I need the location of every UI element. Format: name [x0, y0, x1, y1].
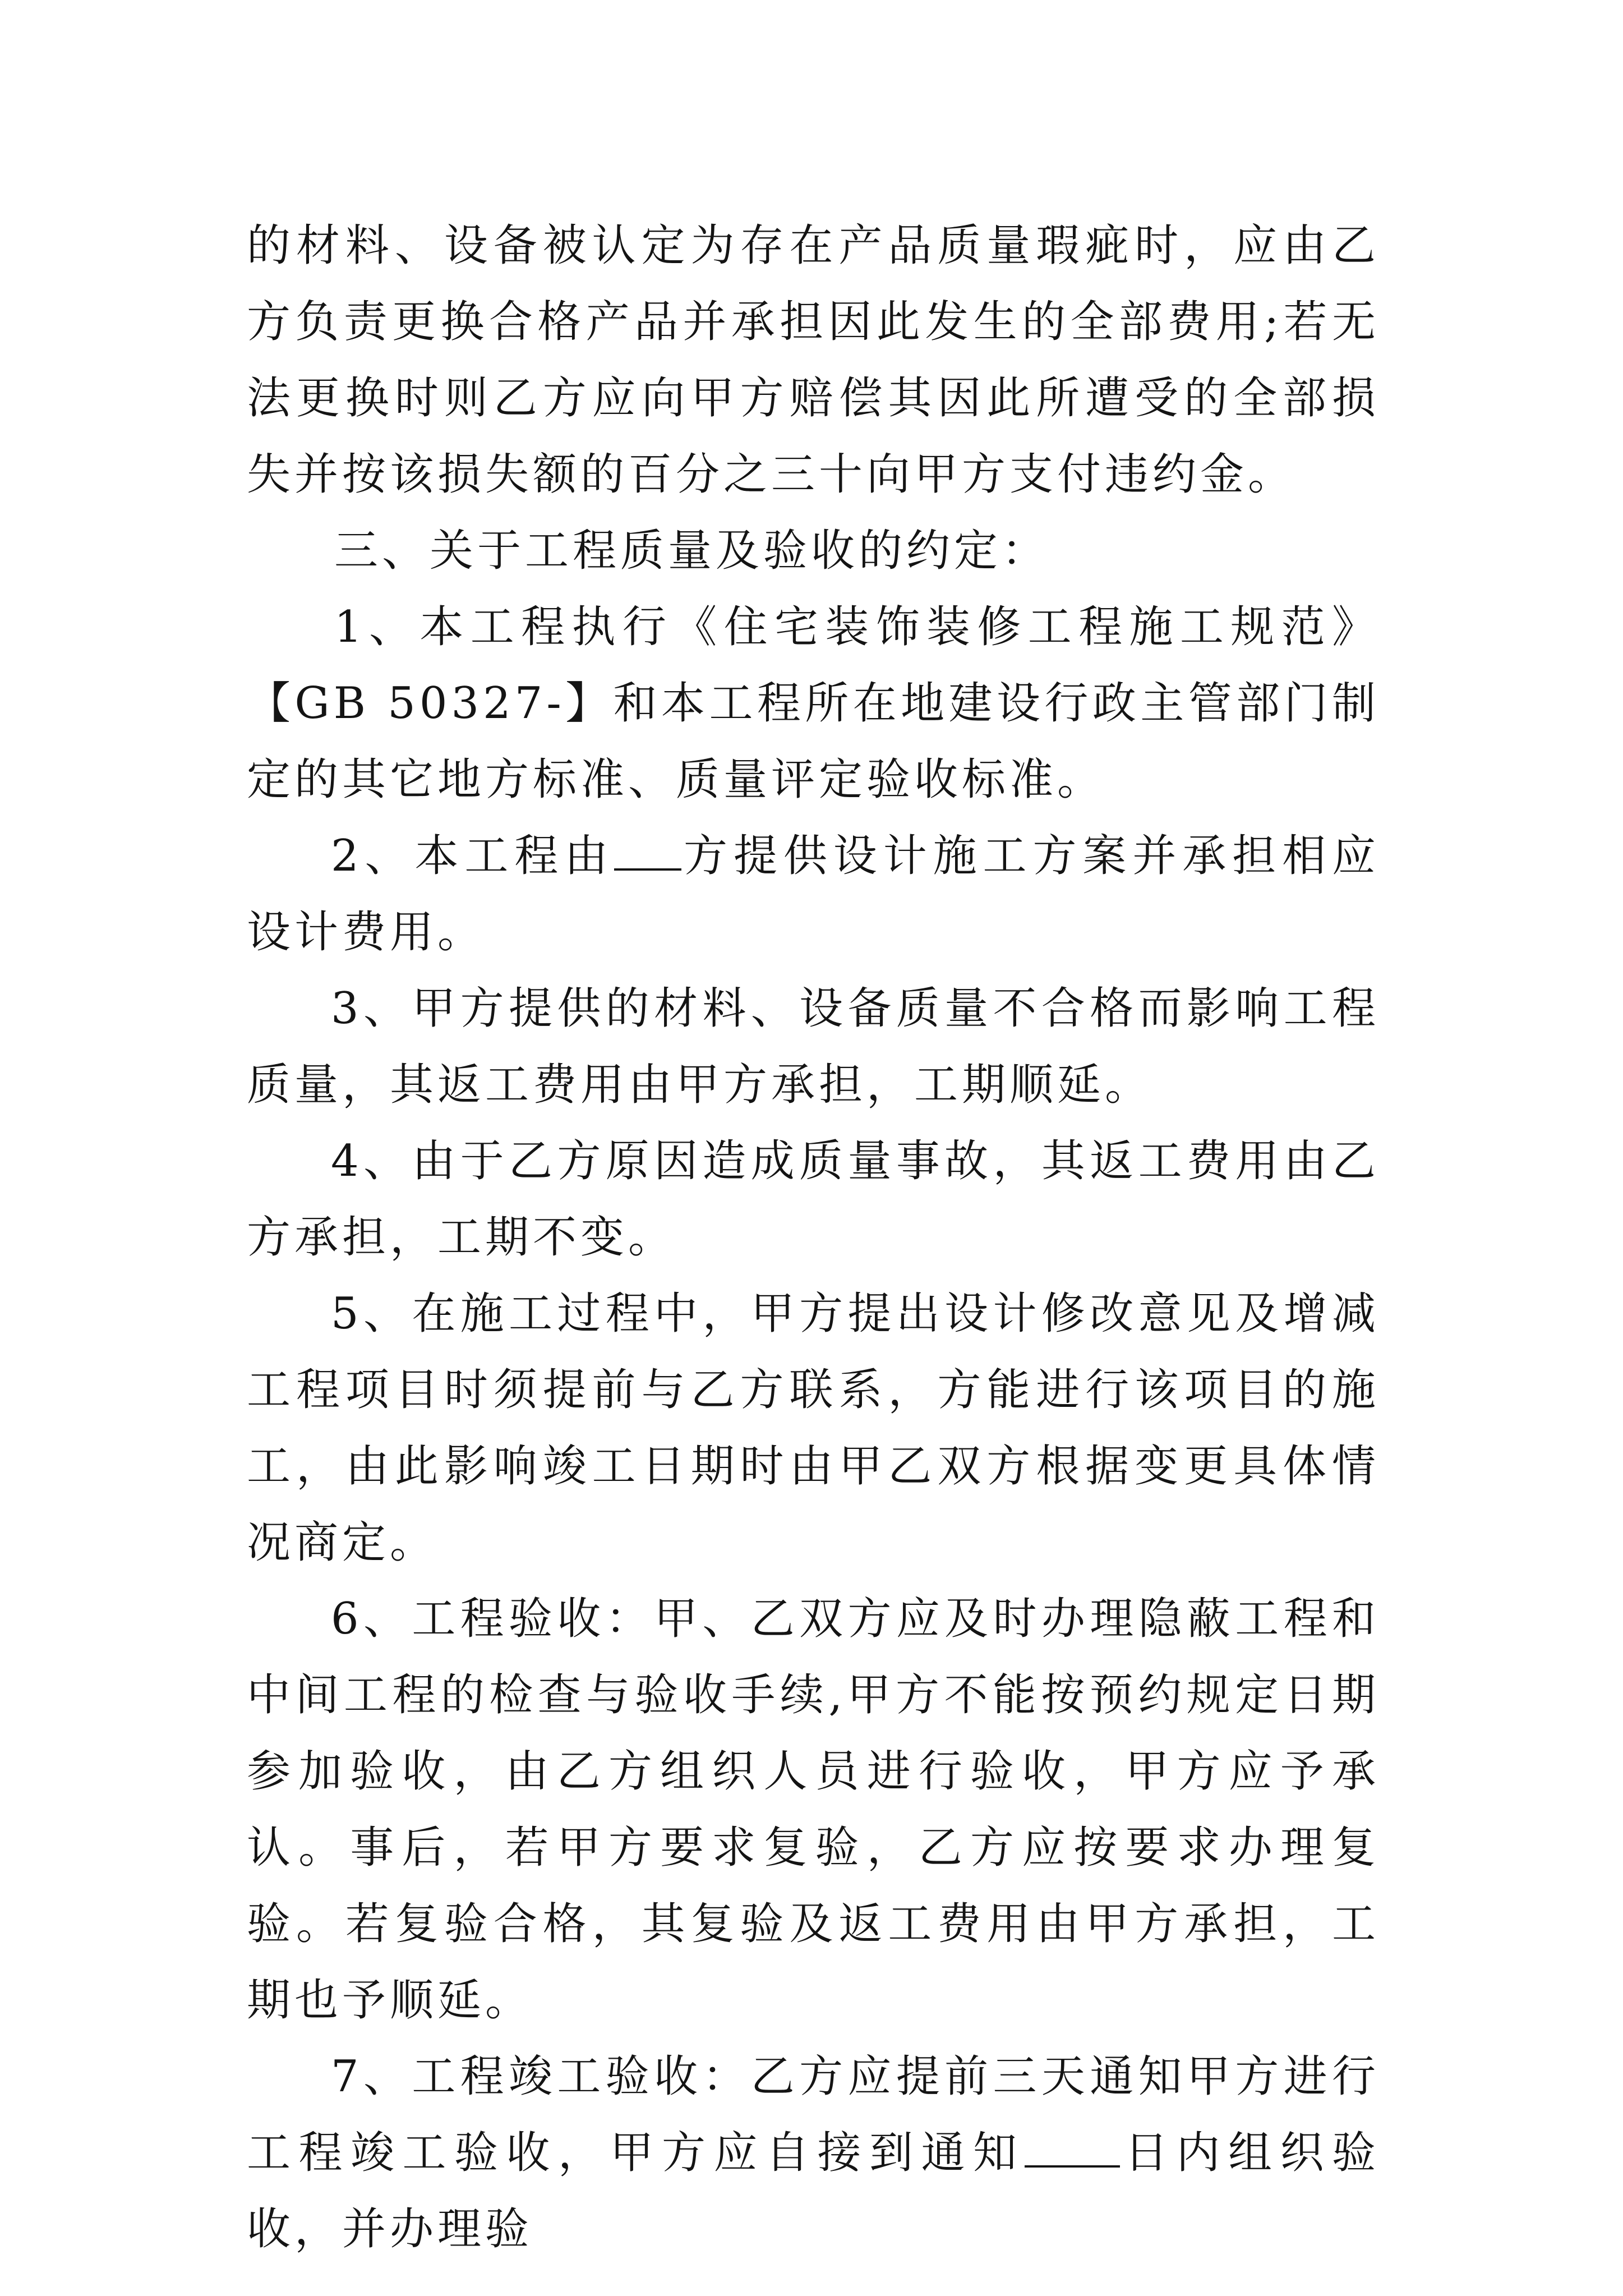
clause-text: 7、工程竣工验收：乙方应提前三天通知甲方进行工程竣工验收，甲方应自接到通知 — [247, 2051, 1380, 2178]
clause-text-continued: 日内组织验收，并办理验 — [247, 2128, 1380, 2254]
fill-in-blank-party[interactable] — [614, 829, 681, 871]
clause-5-design-changes — [247, 1276, 1380, 1581]
paragraph-text: 的材料、设备被认定为存在产品质量瑕疵时，应由乙方负责更换合格产品并承担因此发生的全部费用;若无法更换时则乙方应向甲方赔偿其因此所遭受的全部损失并按该损失额的百分之三十向甲方支付违约金。 — [247, 220, 1380, 500]
clause-1-standards — [247, 589, 1380, 818]
clause-text: 5、在施工过程中，甲方提出设计修改意见及增减工程项目时须提前与乙方联系，方能进行该项目的施工，由此影响竣工日期时由甲乙双方根据变更具体情况商定。 — [247, 1289, 1380, 1568]
heading-text: 三、关于工程质量及验收的约定： — [334, 526, 1050, 576]
clause-text-continued: 方提供设计施工方案并承担相应设计费用。 — [247, 831, 1380, 958]
clause-2-design — [247, 818, 1380, 970]
clause-text: 2、本工程由 — [331, 831, 615, 881]
clause-3-party-a-materials — [247, 970, 1380, 1123]
fill-in-blank-days[interactable] — [1025, 2126, 1120, 2168]
section-heading-quality-acceptance — [247, 513, 1380, 589]
clause-text: 6、工程验收：甲、乙双方应及时办理隐蔽工程和中间工程的检查与验收手续,甲方不能按预约规定日期参加验收，由乙方组织人员进行验收，甲方应予承认。事后，若甲方要求复验，乙方应按要求办理复验。若复验合格，其复验及返工费用由甲方承担，工期也予顺延。 — [247, 1594, 1380, 2026]
document-body — [247, 208, 1380, 2267]
clause-text: 3、甲方提供的材料、设备质量不合格而影响工程质量，其返工费用由甲方承担，工期顺延。 — [247, 983, 1380, 1110]
clause-6-project-acceptance — [247, 1581, 1380, 2039]
clause-text: 4、由于乙方原因造成质量事故，其返工费用由乙方承担，工期不变。 — [247, 1136, 1380, 1263]
clause-text: 1、本工程执行《住宅装饰装修工程施工规范》【GB 50327-】和本工程所在地建设行政主管部门制定的其它地方标准、质量评定验收标准。 — [247, 602, 1380, 805]
clause-4-party-b-fault — [247, 1123, 1380, 1276]
clause-7-completion-acceptance — [247, 2039, 1380, 2267]
paragraph-material-defects — [247, 208, 1380, 513]
